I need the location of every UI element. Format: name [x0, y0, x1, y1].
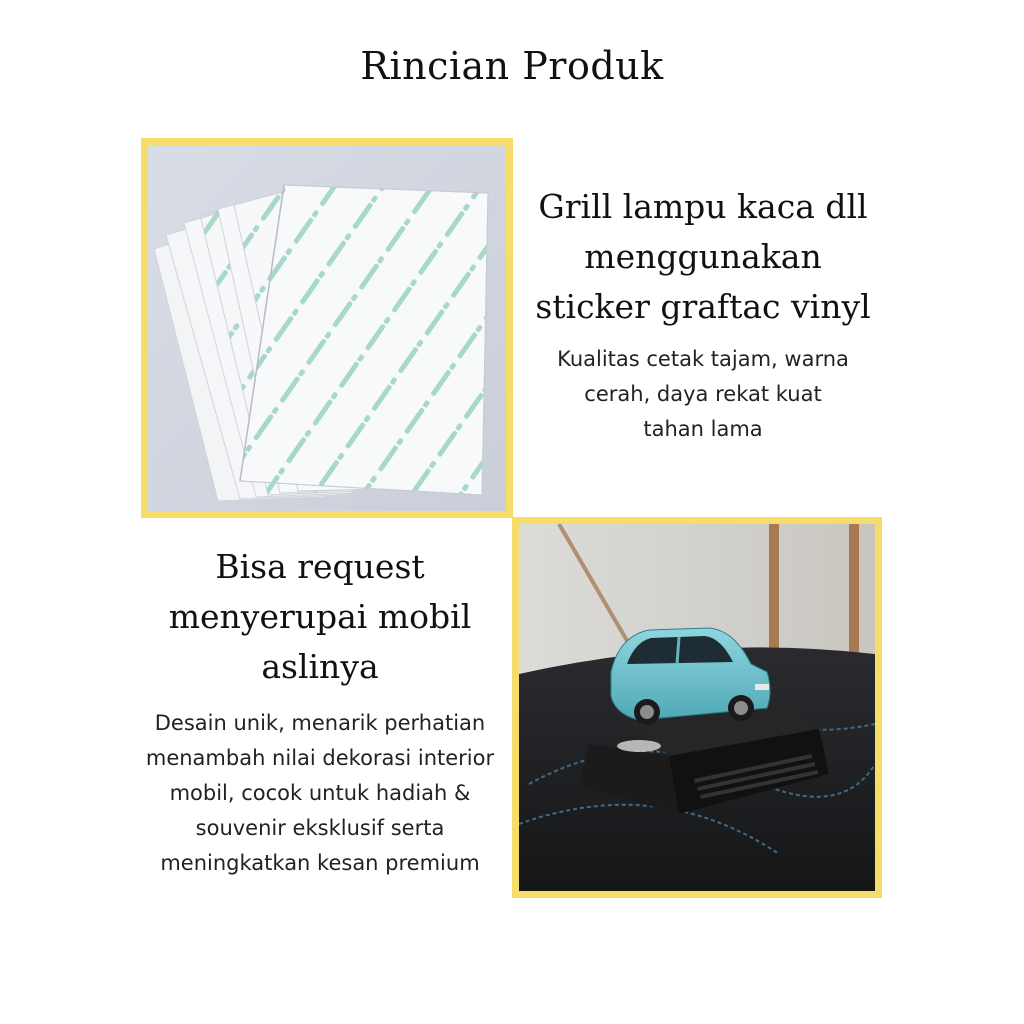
page-title: Rincian Produk [360, 44, 664, 88]
section1-description-line: Kualitas cetak tajam, warna [557, 347, 849, 371]
section1-heading [520, 182, 886, 332]
sticker-sheets-photo [148, 145, 506, 511]
miniature-car-photo [519, 524, 875, 891]
section2-description-line: souvenir eksklusif serta [195, 816, 445, 840]
section2-description-line: menambah nilai dekorasi interior [145, 746, 495, 770]
section1-heading-line: Grill lampu kaca dll [538, 187, 868, 226]
sticker-sheets-photo-frame [141, 138, 513, 518]
section1-heading-line: menggunakan [584, 237, 822, 276]
section2-description-line: meningkatkan kesan premium [160, 851, 480, 875]
section2-description-line: mobil, cocok untuk hadiah & [169, 781, 471, 805]
section2-heading-line: menyerupai mobil [168, 597, 472, 636]
sticker-sheets-illustration [148, 145, 506, 511]
section2-description [137, 706, 503, 881]
miniature-car-illustration [519, 524, 875, 891]
section2-heading-line: aslinya [261, 647, 379, 686]
section1-heading-line: sticker graftac vinyl [535, 287, 871, 326]
section1-description-line: cerah, daya rekat kuat [584, 382, 822, 406]
section1-description-line: tahan lama [643, 417, 763, 441]
section1-description [520, 342, 886, 447]
section2-heading [137, 542, 503, 692]
section2-heading-line: Bisa request [215, 547, 425, 586]
section2-description-line: Desain unik, menarik perhatian [154, 711, 486, 735]
miniature-car-photo-frame [512, 517, 882, 898]
